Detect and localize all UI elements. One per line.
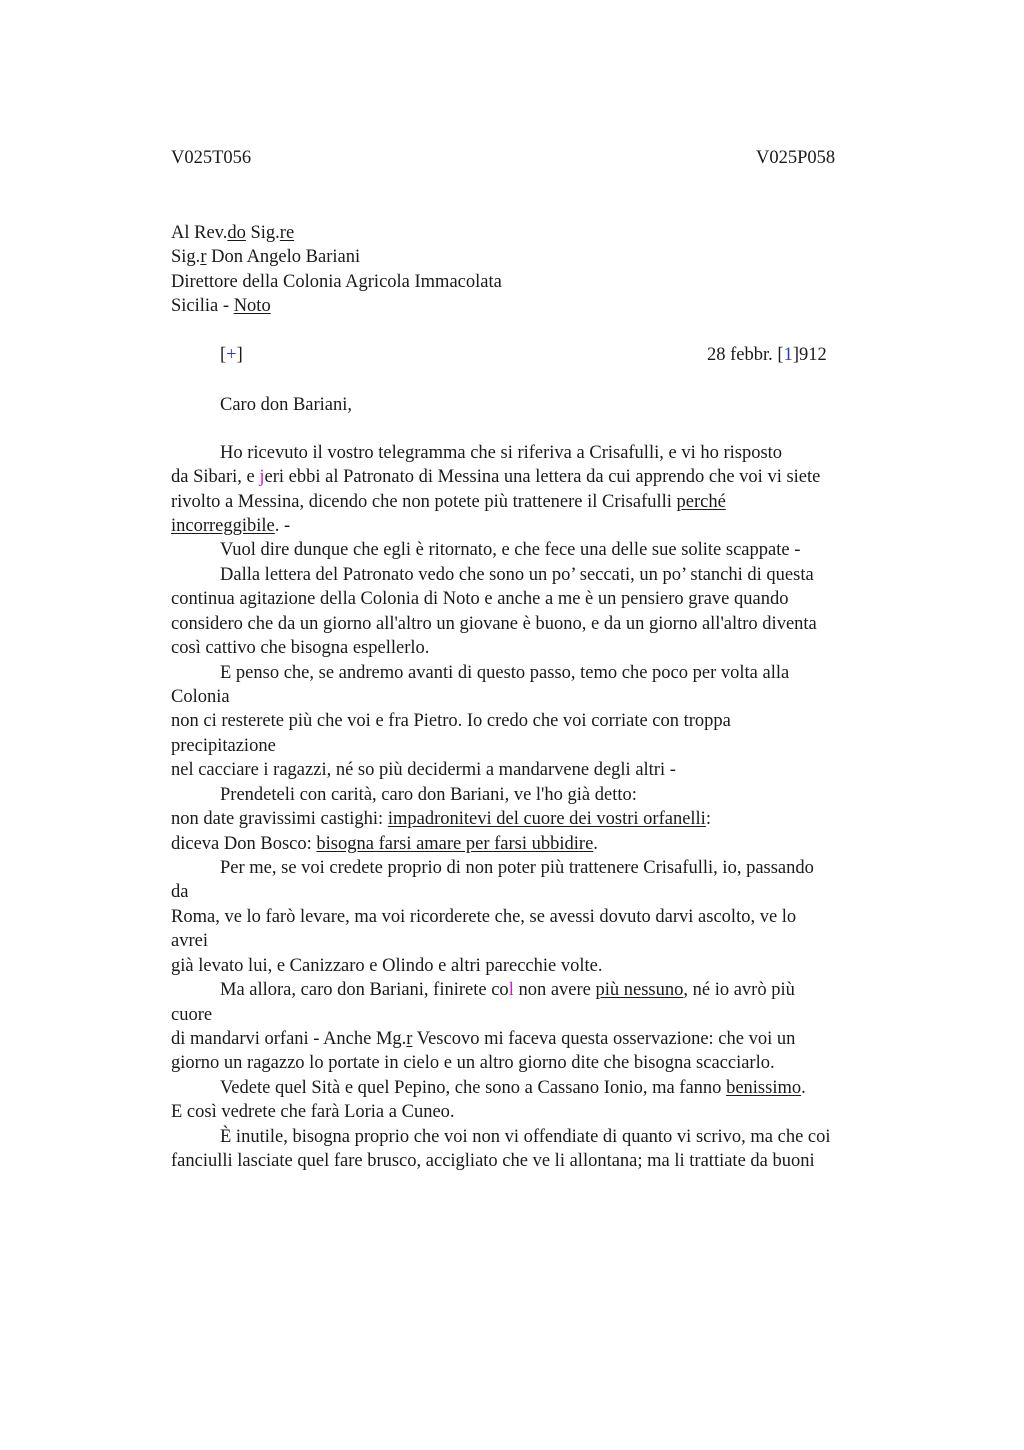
body-line: Per me, se voi credete proprio di non poter più trattenere Crisafulli, io, passando <box>220 858 814 878</box>
address-line-3: Direttore della Colonia Agricola Immacolata <box>171 272 502 292</box>
body-line: rivolto a Messina, dicendo che non potete più trattenere il Crisafulli perché <box>171 492 726 512</box>
body-line: Ho ricevuto il vostro telegramma che si riferiva a Crisafulli, e vi ho risposto <box>220 443 783 463</box>
body-line: precipitazione <box>171 736 276 756</box>
letter-date: 28 febbr. [1]912 <box>707 345 827 365</box>
body-line: Vuol dire dunque che egli è ritornato, e che fece una delle sue solite scappate - <box>220 540 801 560</box>
body-line: diceva Don Bosco: bisogna farsi amare per farsi ubbidire. <box>171 834 598 854</box>
address-line-1: Al Rev.do Sig.re <box>171 223 295 243</box>
body-line: Prendeteli con carità, caro don Bariani, ve l'ho già detto: <box>220 785 637 805</box>
salutation: Caro don Bariani, <box>220 395 353 415</box>
body-line: non ci resterete più che voi e fra Pietro. Io credo che voi corriate con troppa <box>171 711 731 731</box>
body-line: fanciulli lasciate quel fare brusco, accigliato che ve li allontana; ma li trattiate da buoni <box>171 1151 815 1171</box>
body-line: cuore <box>171 1005 213 1025</box>
body-line: nel cacciare i ragazzi, né so più decidermi a mandarvene degli altri - <box>171 760 676 780</box>
body-line: continua agitazione della Colonia di Noto e anche a me è un pensiero grave quando <box>171 589 789 609</box>
document-code-left: V025T056 <box>171 148 252 168</box>
body-line: incorreggibile. - <box>171 516 291 536</box>
body-line: Colonia <box>171 687 230 707</box>
body-line: Roma, ve lo farò levare, ma voi ricorderete che, se avessi dovuto darvi ascolto, ve lo <box>171 907 797 927</box>
body-line: E penso che, se andremo avanti di questo passo, temo che poco per volta alla <box>220 663 790 683</box>
body-line: Ma allora, caro don Bariani, finirete col non avere più nessuno, né io avrò più <box>220 980 795 1000</box>
body-line: così cattivo che bisogna espellerlo. <box>171 638 430 658</box>
address-line-4: Sicilia - Noto <box>171 296 271 316</box>
body-line: Dalla lettera del Patronato vedo che sono un po’ seccati, un po’ stanchi di questa <box>220 565 814 585</box>
body-line: considero che da un giorno all'altro un giovane è buono, e da un giorno all'altro diventa <box>171 614 817 634</box>
body-line: già levato lui, e Canizzaro e Olindo e altri parecchie volte. <box>171 956 603 976</box>
body-line: È inutile, bisogna proprio che voi non vi offendiate di quanto vi scrivo, ma che coi <box>220 1127 831 1147</box>
body-line: avrei <box>171 931 208 951</box>
body-line: Vedete quel Sità e quel Pepino, che sono a Cassano Ionio, ma fanno benissimo. <box>220 1078 806 1098</box>
document-code-right: V025P058 <box>756 148 836 168</box>
address-line-2: Sig.r Don Angelo Bariani <box>171 247 361 267</box>
cross-mark: [+] <box>220 345 243 365</box>
body-line: giorno un ragazzo lo portate in cielo e un altro giorno dite che bisogna scacciarlo. <box>171 1053 775 1073</box>
body-line: da <box>171 882 189 902</box>
body-line: E così vedrete che farà Loria a Cuneo. <box>171 1102 455 1122</box>
body-line: non date gravissimi castighi: impadronitevi del cuore dei vostri orfanelli: <box>171 809 711 829</box>
body-line: da Sibari, e jeri ebbi al Patronato di Messina una lettera da cui apprendo che voi vi siete <box>171 467 821 487</box>
body-line: di mandarvi orfani - Anche Mg.r Vescovo mi faceva questa osservazione: che voi un <box>171 1029 796 1049</box>
